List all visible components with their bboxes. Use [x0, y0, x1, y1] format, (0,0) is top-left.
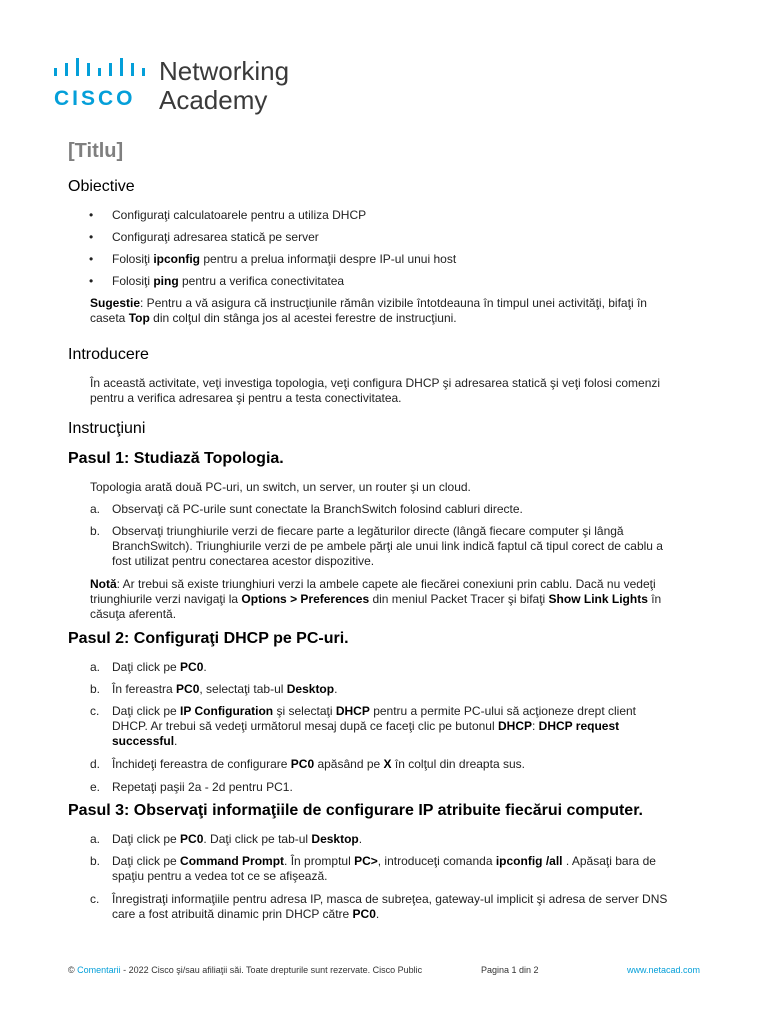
logo-cisco-word: CISCO: [54, 87, 136, 110]
step1-intro: Topologia arată două PC-uri, un switch, un server, un router şi un cloud.: [90, 480, 471, 494]
copyright-symbol: ©: [68, 965, 75, 975]
step1-heading: Pasul 1: Studiază Topologia.: [68, 450, 284, 467]
cisco-networking-academy-logo: [54, 58, 314, 118]
logo-academy: Academy: [159, 85, 268, 115]
logo-networking: Networking: [159, 56, 290, 86]
netacad-link[interactable]: www.netacad.com: [626, 965, 700, 975]
step1-note: Notă: Ar trebui să existe triunghiuri verzi la ambele capete ale fiecărei conexiuni prin cablu. Dacă nu vedeţi triunghiurile verzi navigaţi la Options > Preferences din meniul Packet Tracer şi bifaţi Show Link Lights în căsuţa aferentă.: [90, 577, 662, 621]
objectives-heading: Obiective: [68, 178, 135, 195]
intro-heading: Introducere: [68, 346, 149, 363]
page-number: Pagina 1 din 2: [481, 965, 539, 975]
step2-heading: Pasul 2: Configuraţi DHCP pe PC-uri.: [68, 630, 349, 647]
document-page: CISCO Networking Academy [Titlu] Obiective Configuraţi calculatoarele pentru a utiliza DHCP Configuraţi adresarea statică pe server Folosiţi ipconfig pentru a prelua informaţii despre IP-ul unui host Folosiţi ping pentru a verifica conectivitatea Sugestie: Pentru a vă asigura că instrucţiunile rămân vizibile întotdeauna în timpul unei activităţi, bifaţi în caseta Top din colţul din stânga jos al acestei ferestre de instrucţiuni. Introducere În această activitate, veţi investiga topologia, veţi configura DHCP şi adresarea statică şi veţi folosi comenzi pentru a verifica adresarea şi pentru a testa conectivitatea. Instrucţiuni Pasul 1: Studiază Topologia. Topologia arată două PC-uri, un switch, un server, un router şi un cloud. a. Observaţi că PC-urile sunt conectate la BranchSwitch folosind cabluri directe. b. Observaţi triunghiurile verzi de fiecare parte a legăturilor directe (lângă fiecare computer şi lângă BranchSwitch). Triunghiurile verzi de pe ambele părţi ale unui link indică faptul că tipul corect de cablu a fost utilizat pentru conectarea acestor dispozitive. Notă: Ar trebui să existe triunghiuri verzi la ambele capete ale fiecărei conexiuni prin cablu. Dacă nu vedeţi triunghiurile verzi navigaţi la Options > Preferences din meniul Packet Tracer şi bifaţi Show Link Lights în căsuţa aferentă. Pasul 2: Configuraţi DHCP pe PC-uri. a. Daţi click pe PC0. b. În fereastra PC0, selectaţi tab-ul Desktop. c. Daţi click pe IP Configuration şi selectaţi DHCP pentru a permite PC-ului să acţioneze drept client DHCP. Ar trebui să vedeţi următorul mesaj după ce faceţi clic pe butonul DHCP: DHCP request successful. d. Închideţi fereastra de configurare PC0 apăsând pe X în colţul din dreapta sus. e. Repetaţi paşii 2a - 2d pentru PC1. Pasul 3: Observaţi informaţiile de configurare IP atribuite fiecărui computer. a. Daţi click pe PC0. Daţi click pe tab-ul Desktop. b. Daţi click pe Command Prompt. În promptul PC>, introduceţi comanda ipconfig /all . Apăsaţi bara de spaţiu pentru a vedea tot ce se afişează. c. Înregistraţi informaţiile pentru adresa IP, masca de subreţea, gateway-ul implicit şi adresa de server DNS care a fost atribuită dinamic prin DHCP către PC0. © Comentarii - 2022 Cisco şi/sau afiliaţii săi. Toate drepturile sunt rezervate. Cisco Public Pagina 1 din 2 www.netacad.com: [54, 56, 700, 975]
feedback-link[interactable]: Comentarii: [77, 965, 121, 975]
step3-heading: Pasul 3: Observaţi informaţiile de configurare IP atribuite fiecărui computer.: [68, 802, 643, 819]
instructions-heading: Instrucţiuni: [68, 420, 146, 437]
page-footer: [68, 965, 700, 975]
tip-paragraph: Sugestie: Pentru a vă asigura că instrucţiunile rămân vizibile întotdeauna în timpul unei activităţi, bifaţi în caseta Top din colţul din stânga jos al acestei ferestre de instrucţiuni.: [90, 296, 647, 325]
cisco-bars-icon: [54, 58, 150, 82]
page-title: [Titlu]: [68, 140, 124, 162]
copyright-text: - 2022 Cisco şi/sau afiliaţii săi. Toate drepturile sunt rezervate. Cisco Public: [120, 965, 423, 975]
intro-paragraph: În această activitate, veţi investiga topologia, veţi configura DHCP şi adresarea statică şi veţi folosi comenzi pentru a verifica adresarea şi pentru a testa conectivitatea.: [90, 376, 661, 405]
